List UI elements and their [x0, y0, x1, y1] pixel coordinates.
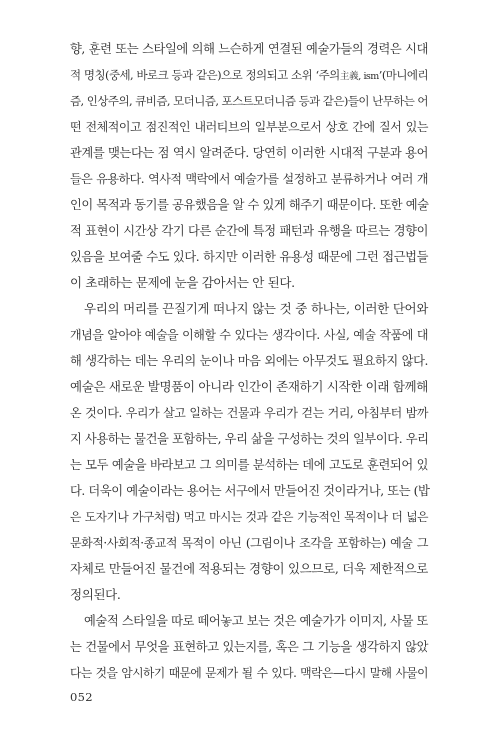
text-line-17: 는 모두 예술을 바라보고 그 의미를 분석하는 데에 고도로 훈련되어 있 [70, 458, 428, 472]
text-line-7: 인이 목적과 동기를 공유했음을 알 수 있게 해주기 때문이다. 또한 예술 [70, 198, 429, 212]
text-line-9: 있음을 보여줄 수도 있다. 하지만 이러한 유용성 때문에 그런 접근법들 [70, 250, 428, 264]
text-line-14: 예술은 새로운 발명품이 아니라 인간이 존재하기 시작한 이래 함께해 [70, 379, 428, 394]
text-line-1: 향, 훈련 또는 스타일에 의해 느슨하게 연결된 예술가들의 경력은 시대 [70, 42, 428, 56]
text-line-18: 다. 더욱이 예술이라는 용어는 서구에서 만들어진 것이라거나, 또는 (밥 [70, 484, 430, 498]
text-line-5: 관계를 맺는다는 점 역시 알려준다. 당연히 이러한 시대적 구분과 용어 [70, 146, 428, 160]
text-line-3: 즘, 인상주의, 큐비즘, 모더니즘, 포스트모더니즘 등과 같은)들이 난무하는 어 [70, 94, 428, 108]
text-line-8: 적 표현이 시간상 각기 다른 순간에 특정 패턴과 유행을 따르는 경향이 [70, 224, 428, 238]
text-line-4: 떤 전체적이고 점진적인 내러티브의 일부분으로서 상호 간에 질서 있는 [70, 120, 428, 134]
text-segment: 적 명칭(중세, 바로크 등과 같은)으로 정의되고 소위 ‘주의 [70, 68, 340, 82]
text-line-10: 이 초래하는 문제에 눈을 감아서는 안 된다. [70, 275, 295, 290]
text-line-12: 개념을 알아야 예술을 이해할 수 있다는 생각이다. 사실, 예술 작품에 대 [70, 328, 428, 342]
text-line-15: 온 것이다. 우리가 살고 일하는 건물과 우리가 걷는 거리, 아침부터 밤까 [70, 406, 428, 420]
text-line-19: 은 도자기나 가구처럼) 먹고 마시는 것과 같은 기능적인 목적이나 더 넓은 [70, 510, 428, 524]
text-line-25: 다는 것을 암시하기 때문에 문제가 될 수 있다. 맥락은—다시 말해 사물이 [70, 666, 428, 680]
text-line-23: 예술적 스타일을 따로 떼어놓고 보는 것은 예술가가 이미지, 사물 또 [84, 614, 428, 628]
page-number: 052 [70, 690, 93, 704]
text-line-6: 들은 유용하다. 역사적 맥락에서 예술가를 설정하고 분류하거나 여러 개 [70, 172, 428, 186]
text-line-13: 해 생각하는 데는 우리의 눈이나 마음 외에는 아무것도 필요하지 않다. [70, 354, 428, 368]
text-line-11: 우리의 머리를 끈질기게 떠나지 않는 것 중 하나는, 이러한 단어와 [84, 301, 428, 316]
text-line-16: 지 사용하는 물건을 포함하는, 우리 삶을 구성하는 것의 일부이다. 우리 [70, 432, 429, 446]
text-line-20: 문화적·사회적·종교적 목적이 아닌 (그림이나 조각을 포함하는) 예술 그 [70, 536, 428, 550]
text-segment: ’(마니에리 [378, 68, 428, 82]
text-line-22: 정의된다. [70, 587, 121, 602]
hanja-annotation: 主義, ism [339, 71, 379, 82]
text-line-24: 는 건물에서 무엇을 표현하고 있는지를, 혹은 그 기능을 생각하지 않았 [70, 640, 428, 654]
text-line-2 [70, 66, 428, 86]
text-line-21: 자체로 만들어진 물건에 적용되는 경향이 있으므로, 더욱 제한적으로 [70, 561, 428, 576]
